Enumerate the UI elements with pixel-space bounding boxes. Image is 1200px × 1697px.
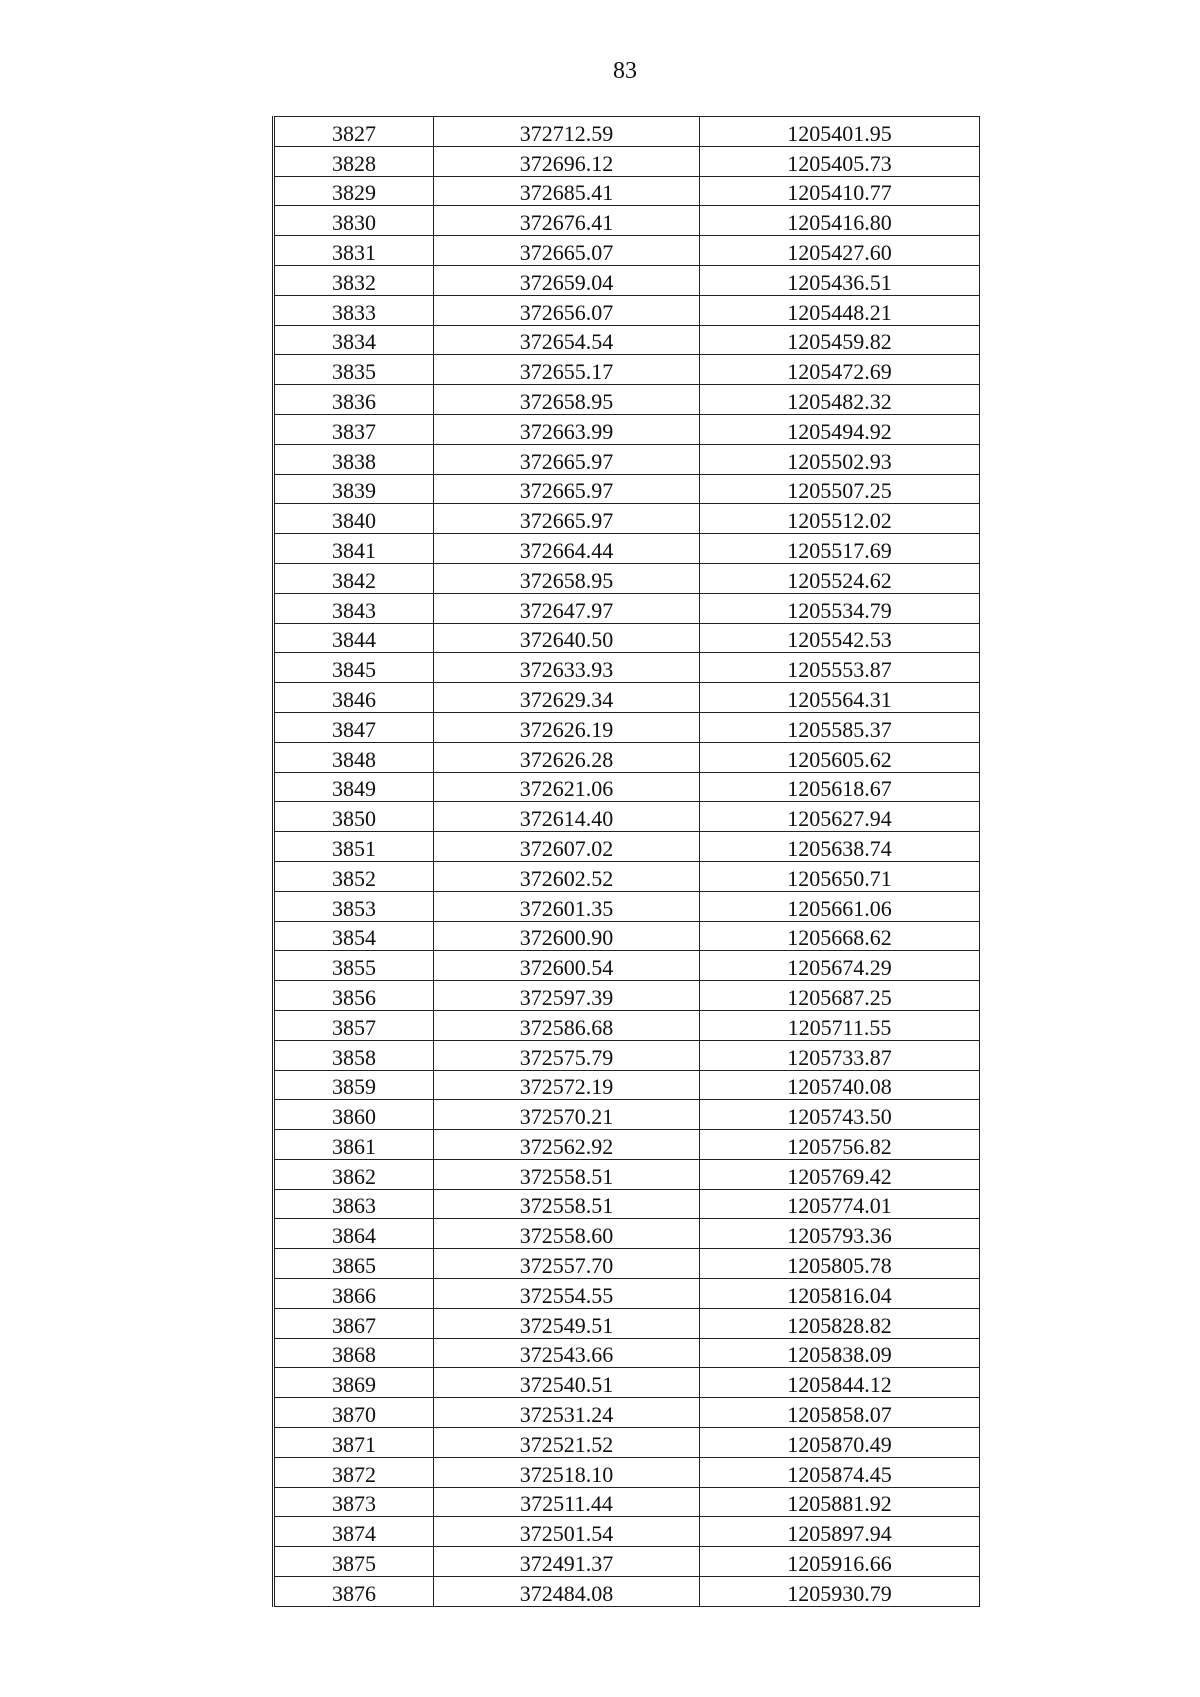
y-coordinate-cell: 1205524.62: [700, 563, 980, 593]
y-coordinate-cell: 1205930.79: [700, 1577, 980, 1607]
table-row: [274, 1428, 980, 1458]
y-coordinate-cell: 1205512.02: [700, 504, 980, 534]
table-row: [274, 921, 980, 951]
table-row: [274, 117, 980, 147]
y-coordinate-cell: 1205874.45: [700, 1457, 980, 1487]
x-coordinate-cell: 372600.54: [434, 951, 700, 981]
x-coordinate-cell: 372614.40: [434, 802, 700, 832]
x-coordinate-cell: 372607.02: [434, 832, 700, 862]
y-coordinate-cell: 1205756.82: [700, 1130, 980, 1160]
x-coordinate-cell: 372626.28: [434, 742, 700, 772]
y-coordinate-cell: 1205405.73: [700, 146, 980, 176]
y-coordinate-cell: 1205828.82: [700, 1308, 980, 1338]
x-coordinate-cell: 372562.92: [434, 1130, 700, 1160]
table-row: [274, 981, 980, 1011]
x-coordinate-cell: 372640.50: [434, 623, 700, 653]
x-coordinate-cell: 372655.17: [434, 355, 700, 385]
point-number-cell: 3849: [274, 772, 434, 802]
table-row: [274, 1517, 980, 1547]
point-number-cell: 3875: [274, 1547, 434, 1577]
y-coordinate-cell: 1205627.94: [700, 802, 980, 832]
y-coordinate-cell: 1205448.21: [700, 295, 980, 325]
table-row: [274, 325, 980, 355]
x-coordinate-cell: 372521.52: [434, 1428, 700, 1458]
table-row: [274, 1070, 980, 1100]
y-coordinate-cell: 1205482.32: [700, 385, 980, 415]
point-number-cell: 3863: [274, 1189, 434, 1219]
x-coordinate-cell: 372484.08: [434, 1577, 700, 1607]
x-coordinate-cell: 372558.60: [434, 1219, 700, 1249]
x-coordinate-cell: 372658.95: [434, 563, 700, 593]
point-number-cell: 3868: [274, 1338, 434, 1368]
table-row: [274, 1457, 980, 1487]
table-row: [274, 1249, 980, 1279]
table-row: [274, 1189, 980, 1219]
point-number-cell: 3841: [274, 534, 434, 564]
y-coordinate-cell: 1205838.09: [700, 1338, 980, 1368]
x-coordinate-cell: 372540.51: [434, 1368, 700, 1398]
y-coordinate-cell: 1205416.80: [700, 206, 980, 236]
x-coordinate-cell: 372696.12: [434, 146, 700, 176]
point-number-cell: 3846: [274, 683, 434, 713]
y-coordinate-cell: 1205605.62: [700, 742, 980, 772]
y-coordinate-cell: 1205740.08: [700, 1070, 980, 1100]
y-coordinate-cell: 1205816.04: [700, 1279, 980, 1309]
point-number-cell: 3857: [274, 1010, 434, 1040]
y-coordinate-cell: 1205711.55: [700, 1010, 980, 1040]
x-coordinate-cell: 372602.52: [434, 861, 700, 891]
y-coordinate-cell: 1205743.50: [700, 1100, 980, 1130]
y-coordinate-cell: 1205534.79: [700, 593, 980, 623]
coordinates-table: [272, 116, 980, 1607]
y-coordinate-cell: 1205638.74: [700, 832, 980, 862]
point-number-cell: 3830: [274, 206, 434, 236]
y-coordinate-cell: 1205553.87: [700, 653, 980, 683]
y-coordinate-cell: 1205687.25: [700, 981, 980, 1011]
table-row: [274, 802, 980, 832]
point-number-cell: 3872: [274, 1457, 434, 1487]
point-number-cell: 3869: [274, 1368, 434, 1398]
point-number-cell: 3833: [274, 295, 434, 325]
x-coordinate-cell: 372586.68: [434, 1010, 700, 1040]
table-row: [274, 832, 980, 862]
table-row: [274, 593, 980, 623]
y-coordinate-cell: 1205793.36: [700, 1219, 980, 1249]
point-number-cell: 3870: [274, 1398, 434, 1428]
y-coordinate-cell: 1205844.12: [700, 1368, 980, 1398]
x-coordinate-cell: 372543.66: [434, 1338, 700, 1368]
table-row: [274, 444, 980, 474]
table-row: [274, 474, 980, 504]
table-row: [274, 355, 980, 385]
y-coordinate-cell: 1205733.87: [700, 1040, 980, 1070]
point-number-cell: 3859: [274, 1070, 434, 1100]
point-number-cell: 3855: [274, 951, 434, 981]
y-coordinate-cell: 1205502.93: [700, 444, 980, 474]
table-row: [274, 176, 980, 206]
table-row: [274, 236, 980, 266]
table-row: [274, 1487, 980, 1517]
y-coordinate-cell: 1205507.25: [700, 474, 980, 504]
table-row: [274, 1577, 980, 1607]
point-number-cell: 3873: [274, 1487, 434, 1517]
y-coordinate-cell: 1205668.62: [700, 921, 980, 951]
point-number-cell: 3829: [274, 176, 434, 206]
table-row: [274, 1040, 980, 1070]
y-coordinate-cell: 1205618.67: [700, 772, 980, 802]
table-row: [274, 623, 980, 653]
point-number-cell: 3861: [274, 1130, 434, 1160]
x-coordinate-cell: 372572.19: [434, 1070, 700, 1100]
x-coordinate-cell: 372633.93: [434, 653, 700, 683]
x-coordinate-cell: 372658.95: [434, 385, 700, 415]
x-coordinate-cell: 372557.70: [434, 1249, 700, 1279]
table-body: [274, 117, 980, 1607]
table-row: [274, 563, 980, 593]
y-coordinate-cell: 1205674.29: [700, 951, 980, 981]
point-number-cell: 3867: [274, 1308, 434, 1338]
y-coordinate-cell: 1205858.07: [700, 1398, 980, 1428]
point-number-cell: 3852: [274, 861, 434, 891]
point-number-cell: 3832: [274, 265, 434, 295]
point-number-cell: 3843: [274, 593, 434, 623]
table-row: [274, 742, 980, 772]
point-number-cell: 3864: [274, 1219, 434, 1249]
y-coordinate-cell: 1205459.82: [700, 325, 980, 355]
x-coordinate-cell: 372531.24: [434, 1398, 700, 1428]
y-coordinate-cell: 1205436.51: [700, 265, 980, 295]
table-row: [274, 683, 980, 713]
table-row: [274, 1100, 980, 1130]
x-coordinate-cell: 372491.37: [434, 1547, 700, 1577]
table-row: [274, 861, 980, 891]
point-number-cell: 3862: [274, 1159, 434, 1189]
x-coordinate-cell: 372659.04: [434, 265, 700, 295]
y-coordinate-cell: 1205410.77: [700, 176, 980, 206]
x-coordinate-cell: 372621.06: [434, 772, 700, 802]
point-number-cell: 3844: [274, 623, 434, 653]
y-coordinate-cell: 1205870.49: [700, 1428, 980, 1458]
table-row: [274, 206, 980, 236]
table-row: [274, 414, 980, 444]
point-number-cell: 3834: [274, 325, 434, 355]
x-coordinate-cell: 372549.51: [434, 1308, 700, 1338]
y-coordinate-cell: 1205805.78: [700, 1249, 980, 1279]
point-number-cell: 3874: [274, 1517, 434, 1547]
point-number-cell: 3842: [274, 563, 434, 593]
point-number-cell: 3845: [274, 653, 434, 683]
point-number-cell: 3865: [274, 1249, 434, 1279]
point-number-cell: 3871: [274, 1428, 434, 1458]
x-coordinate-cell: 372663.99: [434, 414, 700, 444]
x-coordinate-cell: 372629.34: [434, 683, 700, 713]
y-coordinate-cell: 1205661.06: [700, 891, 980, 921]
y-coordinate-cell: 1205494.92: [700, 414, 980, 444]
point-number-cell: 3876: [274, 1577, 434, 1607]
table-row: [274, 951, 980, 981]
point-number-cell: 3858: [274, 1040, 434, 1070]
y-coordinate-cell: 1205472.69: [700, 355, 980, 385]
table-row: [274, 1279, 980, 1309]
y-coordinate-cell: 1205427.60: [700, 236, 980, 266]
x-coordinate-cell: 372554.55: [434, 1279, 700, 1309]
table-row: [274, 1219, 980, 1249]
point-number-cell: 3837: [274, 414, 434, 444]
y-coordinate-cell: 1205881.92: [700, 1487, 980, 1517]
y-coordinate-cell: 1205564.31: [700, 683, 980, 713]
table-row: [274, 504, 980, 534]
x-coordinate-cell: 372597.39: [434, 981, 700, 1011]
x-coordinate-cell: 372626.19: [434, 712, 700, 742]
table-row: [274, 534, 980, 564]
page-number: 83: [613, 58, 637, 84]
x-coordinate-cell: 372511.44: [434, 1487, 700, 1517]
y-coordinate-cell: 1205585.37: [700, 712, 980, 742]
x-coordinate-cell: 372600.90: [434, 921, 700, 951]
x-coordinate-cell: 372665.97: [434, 444, 700, 474]
point-number-cell: 3840: [274, 504, 434, 534]
y-coordinate-cell: 1205916.66: [700, 1547, 980, 1577]
table-row: [274, 1368, 980, 1398]
point-number-cell: 3866: [274, 1279, 434, 1309]
x-coordinate-cell: 372558.51: [434, 1189, 700, 1219]
y-coordinate-cell: 1205542.53: [700, 623, 980, 653]
point-number-cell: 3836: [274, 385, 434, 415]
point-number-cell: 3860: [274, 1100, 434, 1130]
table-row: [274, 1159, 980, 1189]
y-coordinate-cell: 1205401.95: [700, 117, 980, 147]
x-coordinate-cell: 372570.21: [434, 1100, 700, 1130]
point-number-cell: 3835: [274, 355, 434, 385]
table-row: [274, 891, 980, 921]
point-number-cell: 3839: [274, 474, 434, 504]
x-coordinate-cell: 372685.41: [434, 176, 700, 206]
x-coordinate-cell: 372712.59: [434, 117, 700, 147]
x-coordinate-cell: 372558.51: [434, 1159, 700, 1189]
x-coordinate-cell: 372665.97: [434, 504, 700, 534]
table-row: [274, 146, 980, 176]
x-coordinate-cell: 372601.35: [434, 891, 700, 921]
y-coordinate-cell: 1205517.69: [700, 534, 980, 564]
table-row: [274, 1398, 980, 1428]
x-coordinate-cell: 372656.07: [434, 295, 700, 325]
y-coordinate-cell: 1205774.01: [700, 1189, 980, 1219]
table-row: [274, 1010, 980, 1040]
x-coordinate-cell: 372665.07: [434, 236, 700, 266]
table-row: [274, 772, 980, 802]
point-number-cell: 3828: [274, 146, 434, 176]
table-row: [274, 1547, 980, 1577]
x-coordinate-cell: 372676.41: [434, 206, 700, 236]
point-number-cell: 3848: [274, 742, 434, 772]
table-row: [274, 1308, 980, 1338]
point-number-cell: 3847: [274, 712, 434, 742]
point-number-cell: 3851: [274, 832, 434, 862]
table-row: [274, 385, 980, 415]
table-row: [274, 1338, 980, 1368]
x-coordinate-cell: 372664.44: [434, 534, 700, 564]
x-coordinate-cell: 372654.54: [434, 325, 700, 355]
y-coordinate-cell: 1205897.94: [700, 1517, 980, 1547]
table-row: [274, 1130, 980, 1160]
y-coordinate-cell: 1205650.71: [700, 861, 980, 891]
point-number-cell: 3850: [274, 802, 434, 832]
point-number-cell: 3854: [274, 921, 434, 951]
x-coordinate-cell: 372575.79: [434, 1040, 700, 1070]
point-number-cell: 3838: [274, 444, 434, 474]
y-coordinate-cell: 1205769.42: [700, 1159, 980, 1189]
table-row: [274, 712, 980, 742]
point-number-cell: 3831: [274, 236, 434, 266]
table-row: [274, 265, 980, 295]
x-coordinate-cell: 372647.97: [434, 593, 700, 623]
x-coordinate-cell: 372518.10: [434, 1457, 700, 1487]
table-row: [274, 653, 980, 683]
point-number-cell: 3827: [274, 117, 434, 147]
x-coordinate-cell: 372665.97: [434, 474, 700, 504]
point-number-cell: 3856: [274, 981, 434, 1011]
table-row: [274, 295, 980, 325]
point-number-cell: 3853: [274, 891, 434, 921]
x-coordinate-cell: 372501.54: [434, 1517, 700, 1547]
